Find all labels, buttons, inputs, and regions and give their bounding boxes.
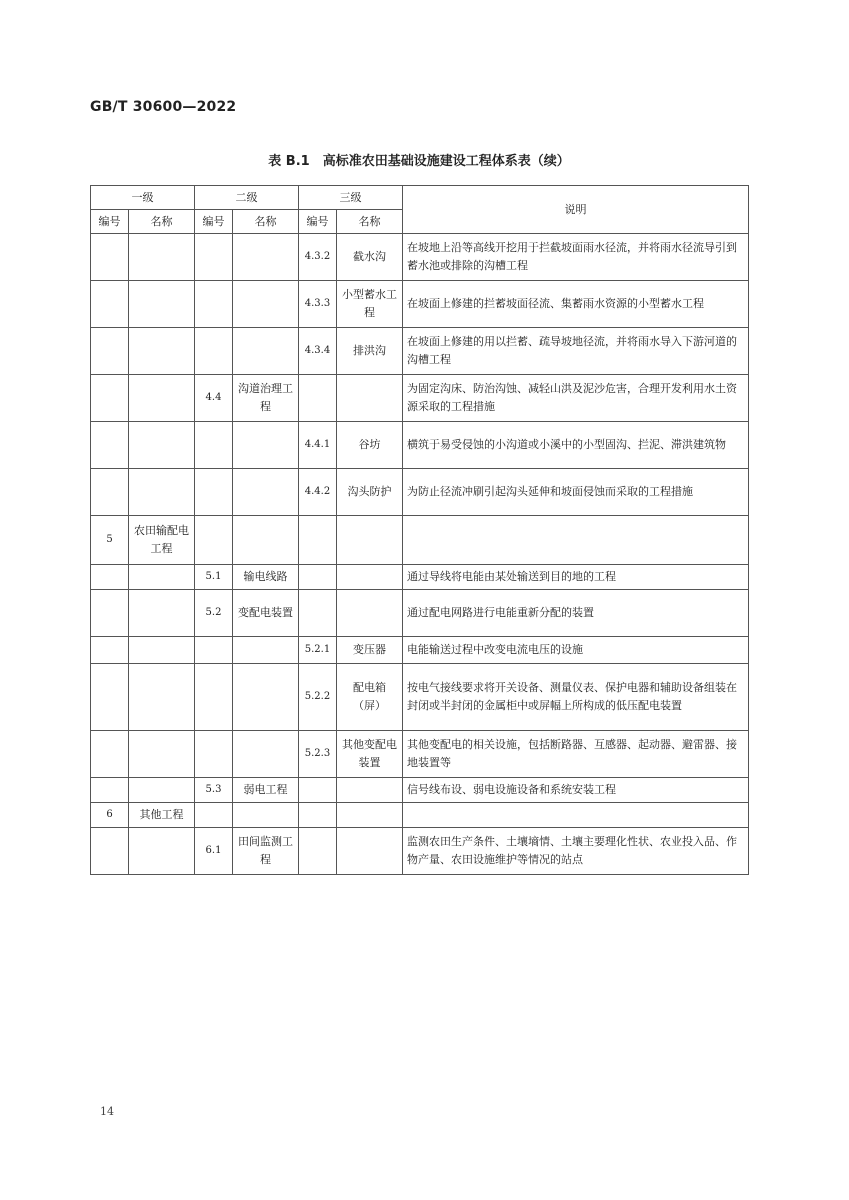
cell-l1-number [91,469,129,516]
cell-l1-number [91,422,129,469]
cell-l2-number [195,422,233,469]
cell-l1-name: 其他工程 [129,803,195,828]
cell-l1-name [129,565,195,590]
cell-l1-name: 农田输配电工程 [129,516,195,565]
cell-l3-number [299,803,337,828]
table-row [91,637,749,664]
cell-l2-name: 沟道治理工程 [233,375,299,422]
cell-l2-name [233,281,299,328]
cell-l2-number: 5.1 [195,565,233,590]
header-level-3: 三级 [299,186,403,210]
cell-l3-number: 4.4.2 [299,469,337,516]
cell-l1-name [129,590,195,637]
cell-l3-name [337,828,403,875]
cell-l3-number [299,516,337,565]
table-row [91,731,749,778]
cell-l3-name: 排洪沟 [337,328,403,375]
cell-l3-number: 4.3.4 [299,328,337,375]
subheader-l3-name: 名称 [337,210,403,234]
cell-l2-number: 5.3 [195,778,233,803]
cell-l2-name [233,469,299,516]
cell-l1-number [91,828,129,875]
cell-description: 其他变配电的相关设施，包括断路器、互感器、起动器、避雷器、接地装置等 [403,731,749,778]
table-row [91,375,749,422]
table-row [91,281,749,328]
cell-l3-number [299,828,337,875]
cell-l1-number [91,778,129,803]
cell-l1-name [129,731,195,778]
cell-l1-name [129,664,195,731]
cell-l1-number [91,328,129,375]
subheader-l3-number: 编号 [299,210,337,234]
subheader-l1-number: 编号 [91,210,129,234]
cell-l2-number [195,637,233,664]
cell-l3-name [337,590,403,637]
table-row [91,803,749,828]
cell-l1-name [129,234,195,281]
cell-l1-name [129,328,195,375]
cell-l3-number: 5.2.1 [299,637,337,664]
cell-l3-number [299,590,337,637]
cell-l2-name: 弱电工程 [233,778,299,803]
cell-description: 横筑于易受侵蚀的小沟道或小溪中的小型固沟、拦泥、滞洪建筑物 [403,422,749,469]
cell-description: 为防止径流冲刷引起沟头延伸和坡面侵蚀而采取的工程措施 [403,469,749,516]
cell-l3-name: 截水沟 [337,234,403,281]
cell-description: 在坡地上沿等高线开挖用于拦截坡面雨水径流，并将雨水径流导引到蓄水池或排除的沟槽工程 [403,234,749,281]
cell-l2-name [233,731,299,778]
table-row [91,664,749,731]
cell-l2-name: 田间监测工程 [233,828,299,875]
cell-l3-name [337,516,403,565]
cell-l3-name: 沟头防护 [337,469,403,516]
cell-description: 信号线布设、弱电设施设备和系统安装工程 [403,778,749,803]
table-row [91,778,749,803]
cell-l3-number [299,778,337,803]
table-row [91,328,749,375]
cell-l3-name: 变压器 [337,637,403,664]
subheader-l1-name: 名称 [129,210,195,234]
cell-l2-name: 变配电装置 [233,590,299,637]
table-row [91,828,749,875]
cell-l1-name [129,637,195,664]
cell-l3-name: 谷坊 [337,422,403,469]
table-title: 表 B.1 高标准农田基础设施建设工程体系表（续） [268,154,570,169]
standard-code: GB/T 30600—2022 [90,99,237,115]
cell-l3-number: 4.4.1 [299,422,337,469]
subheader-l2-name: 名称 [233,210,299,234]
subheader-l2-number: 编号 [195,210,233,234]
header-level-2: 二级 [195,186,299,210]
cell-l1-number: 5 [91,516,129,565]
cell-l2-number: 5.2 [195,590,233,637]
cell-l2-number: 4.4 [195,375,233,422]
cell-l1-name [129,281,195,328]
table-row [91,234,749,281]
cell-l2-name [233,422,299,469]
cell-l3-name [337,375,403,422]
header-description: 说明 [403,186,749,234]
cell-l2-name [233,664,299,731]
cell-l1-number [91,664,129,731]
cell-l3-number: 5.2.2 [299,664,337,731]
cell-l2-name: 输电线路 [233,565,299,590]
cell-description [403,803,749,828]
cell-description: 在坡面上修建的用以拦蓄、疏导坡地径流，并将雨水导入下游河道的沟槽工程 [403,328,749,375]
cell-l2-number [195,328,233,375]
cell-description: 按电气接线要求将开关设备、测量仪表、保护电器和辅助设备组装在封闭或半封闭的金属柜中或屏幅上所构成的低压配电装置 [403,664,749,731]
cell-l1-name [129,422,195,469]
cell-l3-number: 4.3.3 [299,281,337,328]
cell-l3-name [337,778,403,803]
cell-l3-number [299,375,337,422]
cell-l2-name [233,516,299,565]
cell-l2-number [195,234,233,281]
cell-description [403,516,749,565]
table-row [91,565,749,590]
cell-l1-name [129,469,195,516]
page-number: 14 [100,1105,114,1118]
cell-l2-name [233,637,299,664]
cell-l2-number [195,803,233,828]
cell-l1-number: 6 [91,803,129,828]
table-row [91,422,749,469]
cell-l1-number [91,637,129,664]
cell-l3-name [337,803,403,828]
cell-l3-number [299,565,337,590]
cell-l3-name: 小型蓄水工程 [337,281,403,328]
cell-l2-name [233,328,299,375]
cell-description: 为固定沟床、防治沟蚀、减轻山洪及泥沙危害，合理开发利用水土资源采取的工程措施 [403,375,749,422]
cell-l1-name [129,375,195,422]
cell-description: 电能输送过程中改变电流电压的设施 [403,637,749,664]
engineering-system-table [90,185,749,875]
table-row [91,590,749,637]
cell-l1-number [91,234,129,281]
cell-l3-number: 5.2.3 [299,731,337,778]
table-body [91,234,749,875]
cell-l2-number: 6.1 [195,828,233,875]
cell-l1-number [91,731,129,778]
cell-description: 通过导线将电能由某处输送到目的地的工程 [403,565,749,590]
cell-l2-name [233,803,299,828]
cell-l2-number [195,516,233,565]
cell-l1-number [91,565,129,590]
cell-l1-name [129,828,195,875]
cell-l1-number [91,281,129,328]
table-row [91,469,749,516]
table-row [91,516,749,565]
cell-l3-name [337,565,403,590]
header-level-1: 一级 [91,186,195,210]
cell-l3-name: 其他变配电装置 [337,731,403,778]
cell-l1-number [91,590,129,637]
cell-description: 在坡面上修建的拦蓄坡面径流、集蓄雨水资源的小型蓄水工程 [403,281,749,328]
cell-l2-number [195,469,233,516]
cell-l1-name [129,778,195,803]
cell-description: 通过配电网路进行电能重新分配的装置 [403,590,749,637]
cell-l1-number [91,375,129,422]
cell-l2-name [233,234,299,281]
cell-description: 监测农田生产条件、土壤墒情、土壤主要理化性状、农业投入品、作物产量、农田设施维护等情况的站点 [403,828,749,875]
cell-l2-number [195,731,233,778]
cell-l3-number: 4.3.2 [299,234,337,281]
cell-l2-number [195,281,233,328]
cell-l2-number [195,664,233,731]
cell-l3-name: 配电箱（屏） [337,664,403,731]
